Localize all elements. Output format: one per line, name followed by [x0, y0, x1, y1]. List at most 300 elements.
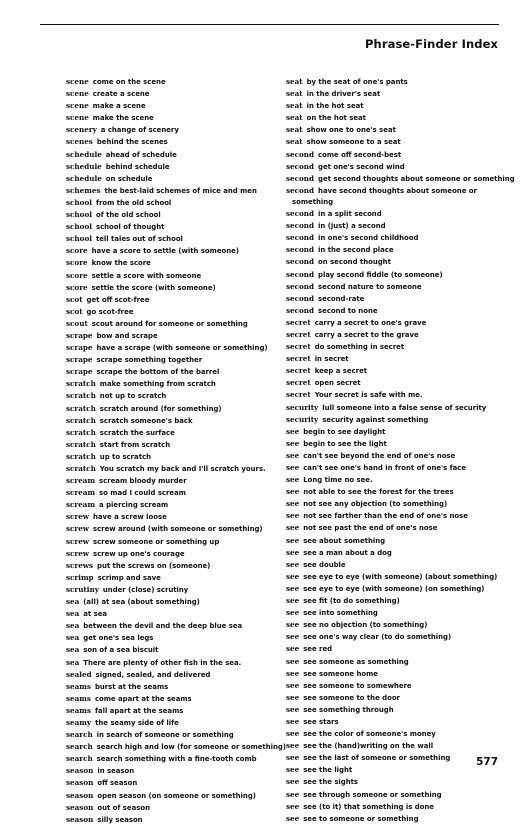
- index-entry: [66, 753, 288, 765]
- index-entry: [286, 619, 508, 631]
- index-entry: [66, 475, 288, 487]
- entry-headword: sealed: [66, 669, 92, 679]
- entry-headword: scene: [66, 113, 89, 123]
- entry-headword: schedule: [66, 173, 102, 183]
- entry-phrase: so mad I could scream: [99, 489, 186, 498]
- index-entry: [286, 631, 508, 643]
- index-entry: [66, 717, 288, 729]
- entry-headword: see: [286, 620, 300, 630]
- index-entry: [286, 244, 508, 256]
- entry-phrase: on schedule: [105, 174, 153, 183]
- index-entry: [286, 365, 508, 377]
- index-entry: [286, 474, 508, 486]
- entry-phrase: between the devil and the deep blue sea: [83, 622, 243, 631]
- entry-phrase: see the last of someone or something: [303, 754, 451, 763]
- entry-headword: see: [286, 801, 300, 811]
- entry-headword: see: [286, 438, 300, 448]
- index-entry: [66, 536, 288, 548]
- index-entry: [66, 511, 288, 523]
- entry-phrase: something: [292, 197, 334, 206]
- running-head: Phrase-Finder Index: [365, 37, 498, 51]
- entry-phrase: see the sights: [303, 778, 359, 787]
- entry-headword: see: [286, 668, 300, 678]
- index-entry: [286, 716, 508, 728]
- entry-headword: see: [286, 535, 300, 545]
- entry-phrase: see someone to the door: [303, 693, 400, 702]
- index-entry: [66, 100, 288, 112]
- entry-headword: see: [286, 450, 300, 460]
- entry-phrase: see something through: [303, 705, 394, 714]
- index-entry: [286, 656, 508, 668]
- entry-headword: seat: [286, 77, 303, 86]
- index-entry: [66, 499, 288, 511]
- entry-headword: scout: [66, 318, 88, 328]
- index-entry: [286, 740, 508, 752]
- entry-headword: score: [66, 270, 88, 280]
- index-entry: [66, 596, 288, 608]
- index-entry: [66, 644, 288, 656]
- entry-phrase: see stars: [303, 717, 339, 726]
- index-entry: [66, 657, 288, 669]
- index-entry: [286, 438, 508, 450]
- index-entry: [66, 403, 288, 415]
- entry-phrase: see eye to eye (with someone) (on something): [303, 584, 485, 593]
- index-entry: [286, 704, 508, 716]
- index-entry: [66, 88, 288, 100]
- index-entry: [286, 402, 508, 414]
- entry-headword: school: [66, 197, 92, 207]
- entry-headword: seams: [66, 693, 91, 703]
- entry-phrase: see someone as something: [303, 657, 409, 666]
- entry-phrase: screw around (with someone or something): [92, 525, 263, 534]
- entry-headword: seamy: [66, 717, 92, 727]
- entry-phrase: a change of scenery: [100, 126, 179, 135]
- entry-phrase: search high and low (for someone or something): [96, 743, 286, 752]
- entry-headword: see: [286, 765, 300, 775]
- index-entry: [66, 306, 288, 318]
- entry-phrase: see eye to eye (with someone) (about something): [303, 572, 498, 581]
- entry-headword: second: [286, 305, 315, 315]
- index-entry: [286, 100, 508, 112]
- index-entry: [66, 76, 288, 88]
- index-entry: [286, 220, 508, 232]
- entry-phrase: in the second place: [318, 246, 394, 255]
- entry-phrase: get one's second wind: [318, 162, 405, 171]
- entry-phrase: scratch someone's back: [99, 416, 193, 425]
- index-entry: [286, 486, 508, 498]
- entry-phrase: lull someone into a false sense of security: [322, 403, 487, 412]
- entry-headword: second: [286, 173, 315, 183]
- index-entry: [66, 390, 288, 402]
- index-entry: [66, 185, 288, 197]
- index-entry: [286, 112, 508, 124]
- entry-headword: seams: [66, 705, 91, 715]
- entry-headword: see: [286, 511, 300, 521]
- entry-phrase: can't see beyond the end of one's nose: [303, 451, 456, 460]
- entry-headword: secret: [286, 354, 311, 364]
- entry-headword: scrutiny: [66, 584, 99, 594]
- entry-headword: second: [286, 161, 315, 171]
- index-entry: [66, 451, 288, 463]
- entry-phrase: scrape something together: [96, 356, 203, 365]
- entry-headword: see: [286, 596, 300, 606]
- entry-phrase: behind the scenes: [96, 138, 168, 147]
- entry-headword: score: [66, 258, 88, 268]
- index-entry: [286, 269, 508, 281]
- entry-phrase: see the light: [303, 766, 353, 775]
- entry-headword: scene: [66, 101, 89, 111]
- entry-headword: search: [66, 730, 93, 740]
- entry-headword: score: [66, 282, 88, 292]
- entry-headword: sea: [66, 609, 80, 619]
- entry-phrase: a piercing scream: [99, 501, 169, 510]
- index-entry: [286, 197, 508, 208]
- entry-phrase: go scot-free: [86, 307, 134, 316]
- entry-headword: scratch: [66, 451, 96, 461]
- entry-headword: see: [286, 789, 300, 799]
- entry-headword: second: [286, 233, 315, 243]
- index-entry: [286, 305, 508, 317]
- entry-headword: scrape: [66, 330, 93, 340]
- entry-phrase: out of season: [97, 803, 150, 812]
- index-entry: [286, 232, 508, 244]
- entry-headword: scene: [66, 77, 89, 86]
- entry-phrase: in the hot seat: [306, 102, 364, 111]
- index-entry: [286, 801, 508, 813]
- index-entry: [286, 776, 508, 788]
- entry-phrase: scrape the bottom of the barrel: [96, 368, 220, 377]
- entry-phrase: see through someone or something: [303, 790, 442, 799]
- index-entry: [286, 329, 508, 341]
- entry-phrase: by the seat of one's pants: [306, 78, 408, 86]
- entry-phrase: son of a sea biscuit: [83, 646, 159, 655]
- entry-phrase: carry a secret to the grave: [314, 330, 419, 339]
- entry-phrase: play second fiddle (to someone): [318, 270, 443, 279]
- entry-headword: scratch: [66, 427, 96, 437]
- entry-phrase: from the old school: [95, 198, 172, 207]
- entry-headword: school: [66, 222, 92, 232]
- entry-headword: scratch: [66, 403, 96, 413]
- entry-phrase: in one's second childhood: [318, 234, 419, 243]
- entry-headword: secret: [286, 390, 311, 400]
- entry-headword: seams: [66, 681, 91, 691]
- index-entry: [66, 233, 288, 245]
- entry-phrase: not see any objection (to something): [303, 500, 448, 509]
- index-entry: [286, 607, 508, 619]
- entry-phrase: up to scratch: [99, 452, 151, 461]
- index-entry: [286, 281, 508, 293]
- entry-phrase: scout around for someone or something: [91, 319, 248, 328]
- index-entry: [66, 523, 288, 535]
- index-entry: [286, 88, 508, 100]
- entry-headword: scenery: [66, 125, 97, 135]
- entry-headword: second: [286, 245, 315, 255]
- entry-headword: see: [286, 813, 300, 823]
- entry-headword: scrimp: [66, 572, 94, 582]
- entry-headword: season: [66, 766, 94, 776]
- entry-phrase: of the old school: [95, 211, 161, 220]
- index-entry: [286, 583, 508, 595]
- entry-phrase: in (just) a second: [318, 222, 386, 231]
- entry-headword: seat: [286, 125, 303, 135]
- index-entry: [286, 76, 508, 88]
- entry-phrase: begin to see the light: [303, 439, 387, 448]
- entry-headword: secret: [286, 342, 311, 352]
- entry-headword: second: [286, 257, 315, 267]
- index-entry: [66, 584, 288, 596]
- entry-phrase: second nature to someone: [318, 282, 422, 291]
- index-entry: [66, 173, 288, 185]
- entry-headword: scratch: [66, 415, 96, 425]
- entry-phrase: make a scene: [92, 102, 146, 111]
- entry-phrase: bow and scrape: [96, 331, 158, 340]
- index-entry: [286, 764, 508, 776]
- index-entry: [286, 728, 508, 740]
- entry-phrase: second to none: [318, 306, 378, 315]
- entry-headword: sea: [66, 645, 80, 655]
- entry-phrase: keep a secret: [314, 367, 368, 376]
- entry-phrase: in a split second: [318, 210, 382, 219]
- index-entry: [66, 487, 288, 499]
- index-entry: [66, 354, 288, 366]
- index-entry: [66, 378, 288, 390]
- entry-phrase: see one's way clear (to do something): [303, 633, 452, 642]
- index-entry: [66, 112, 288, 124]
- entry-phrase: show someone to a seat: [306, 138, 401, 147]
- index-entry: [286, 535, 508, 547]
- entry-phrase: see a man about a dog: [303, 548, 392, 557]
- entry-phrase: Your secret is safe with me.: [314, 391, 423, 400]
- entry-phrase: start from scratch: [99, 440, 171, 449]
- index-entry: [66, 729, 288, 741]
- entry-phrase: get second thoughts about someone or something: [318, 174, 515, 183]
- index-entry: [66, 221, 288, 233]
- entry-headword: see: [286, 704, 300, 714]
- entry-phrase: see double: [303, 560, 346, 569]
- index-entry: [286, 752, 508, 764]
- entry-headword: see: [286, 523, 300, 533]
- index-entry: [66, 124, 288, 136]
- entry-headword: scratch: [66, 379, 96, 389]
- entry-phrase: see someone to somewhere: [303, 681, 412, 690]
- entry-headword: second: [286, 293, 315, 303]
- entry-headword: screw: [66, 536, 89, 546]
- entry-phrase: scream bloody murder: [99, 477, 187, 486]
- entry-headword: second: [286, 185, 315, 195]
- entry-headword: secret: [286, 366, 311, 376]
- entry-headword: see: [286, 716, 300, 726]
- index-entry: [286, 680, 508, 692]
- entry-headword: screw: [66, 512, 89, 522]
- entry-phrase: do something in secret: [314, 343, 405, 352]
- entry-headword: scene: [66, 89, 89, 99]
- entry-headword: see: [286, 547, 300, 557]
- index-entry: [66, 136, 288, 148]
- index-entry: [286, 692, 508, 704]
- index-column-right: [286, 76, 515, 825]
- index-entry: [66, 681, 288, 693]
- index-entry: [66, 463, 288, 475]
- entry-phrase: You scratch my back and I'll scratch yours.: [99, 465, 266, 473]
- entry-phrase: see (to it) that something is done: [303, 802, 434, 811]
- entry-phrase: at sea: [83, 610, 108, 619]
- entry-headword: see: [286, 656, 300, 666]
- index-entry: [286, 643, 508, 655]
- entry-headword: see: [286, 487, 300, 497]
- entry-phrase: (all) at sea (about something): [83, 598, 200, 607]
- entry-phrase: not able to see the forest for the trees: [303, 488, 454, 497]
- index-entry: [66, 342, 288, 354]
- entry-phrase: see someone home: [303, 669, 378, 678]
- entry-phrase: see to someone or something: [303, 814, 419, 823]
- entry-headword: see: [286, 571, 300, 581]
- entry-phrase: have a scrape (with someone or something): [96, 344, 268, 353]
- index-entry: [286, 317, 508, 329]
- index-entry: [286, 571, 508, 583]
- index-entry: [286, 414, 508, 426]
- index-entry: [66, 318, 288, 330]
- index-entry: [66, 693, 288, 705]
- index-entry: [66, 705, 288, 717]
- entry-phrase: make something from scratch: [99, 380, 216, 389]
- index-entry: [286, 149, 508, 161]
- entry-phrase: have a score to settle (with someone): [91, 247, 239, 256]
- index-entry: [66, 415, 288, 427]
- entry-phrase: search something with a fine-tooth comb: [96, 755, 257, 764]
- index-entry: [66, 270, 288, 282]
- index-entry: [66, 572, 288, 584]
- index-entry: [66, 814, 288, 826]
- entry-phrase: see about something: [303, 536, 386, 545]
- entry-headword: scratch: [66, 439, 96, 449]
- entry-headword: schedule: [66, 161, 102, 171]
- entry-headword: scream: [66, 476, 96, 486]
- index-entry: [286, 450, 508, 462]
- entry-headword: search: [66, 754, 93, 764]
- index-entry: [66, 548, 288, 560]
- entry-phrase: show one to one's seat: [306, 126, 396, 135]
- index-entry: [66, 294, 288, 306]
- index-entry: [286, 124, 508, 136]
- entry-headword: second: [286, 281, 315, 291]
- entry-headword: seat: [286, 137, 303, 147]
- entry-headword: see: [286, 729, 300, 739]
- entry-headword: see: [286, 753, 300, 763]
- entry-phrase: fall apart at the seams: [94, 706, 184, 715]
- entry-headword: see: [286, 644, 300, 654]
- entry-headword: secret: [286, 317, 311, 327]
- index-entry: [286, 813, 508, 825]
- index-entry: [286, 341, 508, 353]
- entry-headword: scrape: [66, 343, 93, 353]
- entry-headword: see: [286, 499, 300, 509]
- entry-phrase: signed, sealed, and delivered: [95, 670, 211, 679]
- index-entry: [66, 197, 288, 209]
- entry-headword: see: [286, 426, 300, 436]
- entry-phrase: settle a score with someone: [91, 271, 202, 280]
- entry-headword: search: [66, 742, 93, 752]
- entry-headword: school: [66, 210, 92, 220]
- entry-phrase: come on the scene: [92, 78, 166, 86]
- entry-headword: second: [286, 221, 315, 231]
- index-entry: [286, 559, 508, 571]
- entry-headword: score: [66, 246, 88, 256]
- index-entry: [66, 669, 288, 681]
- entry-headword: second: [286, 269, 315, 279]
- entry-phrase: settle the score (with someone): [91, 283, 216, 292]
- entry-phrase: open secret: [314, 379, 361, 388]
- entry-phrase: screw up one's courage: [92, 549, 185, 558]
- entry-headword: seat: [286, 113, 303, 123]
- entry-headword: see: [286, 777, 300, 787]
- entry-headword: see: [286, 559, 300, 569]
- index-entry: [286, 498, 508, 510]
- index-entry: [66, 741, 288, 753]
- entry-headword: sea: [66, 657, 80, 667]
- entry-headword: see: [286, 475, 300, 485]
- entry-phrase: on second thought: [318, 258, 391, 267]
- index-entry: [66, 209, 288, 221]
- entry-phrase: school of thought: [95, 223, 165, 232]
- index-entry: [286, 547, 508, 559]
- entry-phrase: carry a secret to one's grave: [314, 318, 427, 327]
- entry-phrase: the best-laid schemes of mice and men: [104, 186, 257, 195]
- entry-headword: see: [286, 632, 300, 642]
- entry-headword: security: [286, 414, 319, 424]
- entry-headword: second: [286, 209, 315, 219]
- entry-headword: secret: [286, 329, 311, 339]
- entry-phrase: see no objection (to something): [303, 621, 428, 630]
- entry-phrase: make the scene: [92, 114, 154, 123]
- index-entry: [286, 353, 508, 365]
- entry-phrase: not see past the end of one's nose: [303, 524, 438, 533]
- entry-phrase: security against something: [322, 415, 429, 424]
- header-rule: [40, 24, 499, 25]
- index-entry: [66, 620, 288, 632]
- entry-headword: school: [66, 234, 92, 244]
- index-entry: [286, 256, 508, 268]
- entry-phrase: in season: [97, 767, 135, 776]
- entry-phrase: see the color of someone's money: [303, 730, 436, 739]
- index-entry: [66, 439, 288, 451]
- index-entry: [286, 293, 508, 305]
- entry-headword: secret: [286, 378, 311, 388]
- index-entry: [66, 149, 288, 161]
- index-entry: [66, 608, 288, 620]
- index-entry: [286, 510, 508, 522]
- entry-phrase: scratch the surface: [99, 428, 175, 437]
- index-entry: [286, 185, 508, 197]
- entry-phrase: under (close) scrutiny: [102, 585, 189, 594]
- index-entry: [286, 208, 508, 220]
- entry-headword: season: [66, 778, 94, 788]
- entry-phrase: can't see one's hand in front of one's face: [303, 464, 467, 472]
- index-entry: [286, 173, 515, 185]
- index-entry: [66, 632, 288, 644]
- entry-phrase: have second thoughts about someone or: [318, 186, 477, 195]
- entry-headword: scratch: [66, 391, 96, 401]
- entry-headword: see: [286, 463, 300, 472]
- entry-headword: scream: [66, 488, 96, 498]
- index-entry: [286, 462, 508, 474]
- entry-phrase: tell tales out of school: [95, 235, 183, 244]
- entry-headword: see: [286, 583, 300, 593]
- entry-headword: sea: [66, 597, 80, 607]
- entry-headword: screw: [66, 524, 89, 534]
- entry-headword: schemes: [66, 185, 101, 195]
- entry-phrase: second-rate: [318, 294, 365, 303]
- entry-headword: scratch: [66, 464, 96, 473]
